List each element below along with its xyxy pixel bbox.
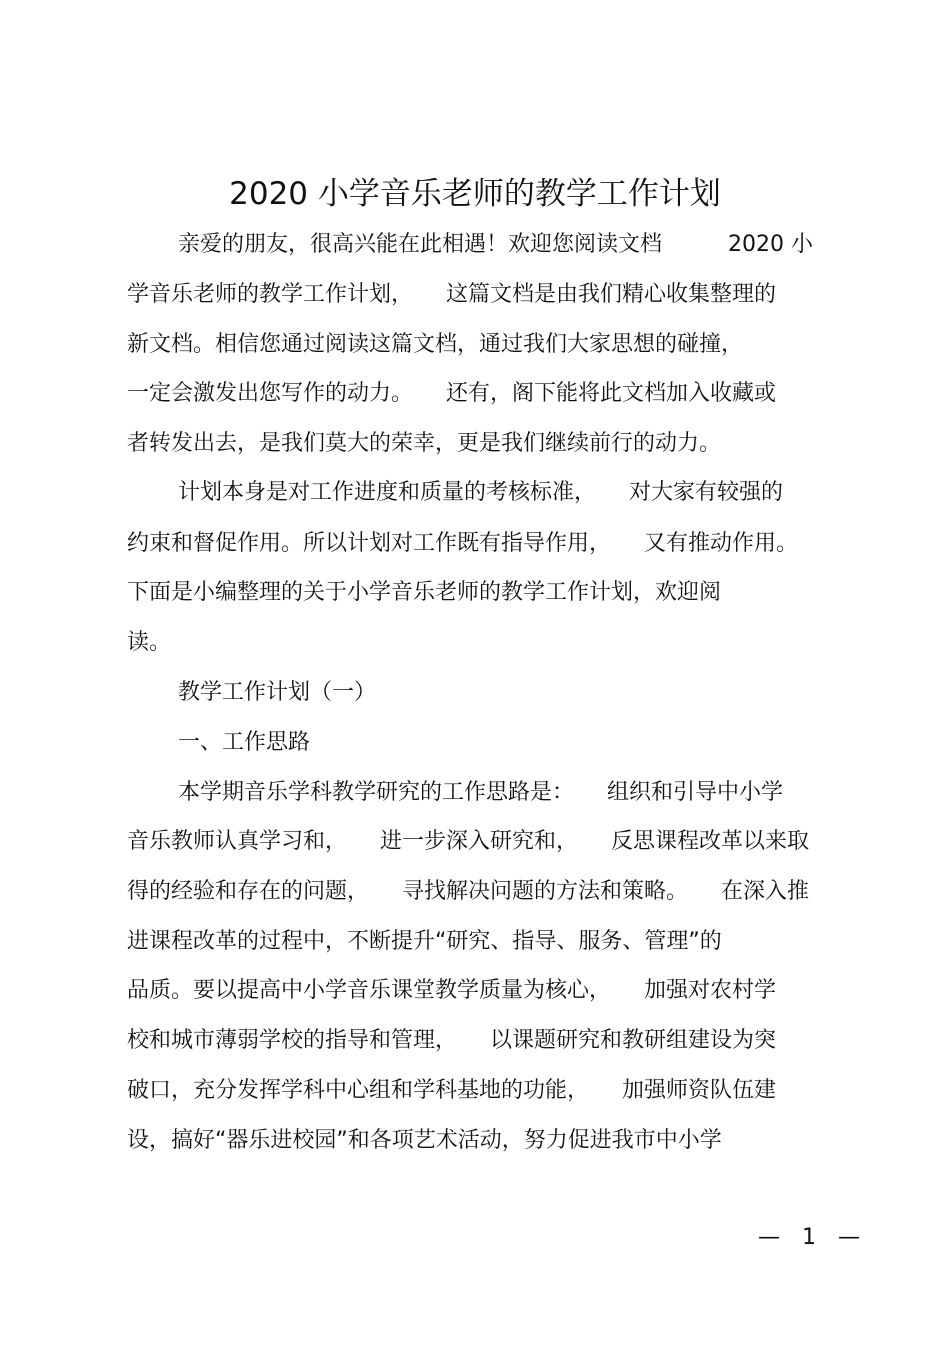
document-title: 2020 小学音乐老师的教学工作计划 (229, 176, 721, 212)
body-line: 学音乐老师的教学工作计划， 这篇文档是由我们精心收集整理的 (127, 282, 777, 307)
body-line: 破口，充分发挥学科中心组和学科基地的功能， 加强师资队伍建 (127, 1078, 777, 1103)
body-line: 设，搞好“器乐进校园”和各项艺术活动，努力促进我市中小学 (127, 1128, 722, 1153)
body-line: 读。 (127, 630, 172, 655)
body-line: 亲爱的朋友，很高兴能在此相遇！欢迎您阅读文档 2020 小 (178, 232, 813, 257)
body-line: 进课程改革的过程中，不断提升“研究、指导、服务、管理”的 (127, 929, 722, 954)
body-line: 本学期音乐学科教学研究的工作思路是： 组织和引导中小学 (178, 780, 784, 805)
body-line: 音乐教师认真学习和， 进一步深入研究和， 反思课程改革以来取 (127, 829, 810, 854)
body-line: 品质。要以提高中小学音乐课堂教学质量为核心， 加强对农村学 (127, 978, 777, 1003)
body-line: 得的经验和存在的问题， 寻找解决问题的方法和策略。 在深入推 (127, 879, 810, 904)
body-line: 下面是小编整理的关于小学音乐老师的教学工作计划，欢迎阅 (127, 580, 722, 605)
body-line: 者转发出去，是我们莫大的荣幸，更是我们继续前行的动力。 (127, 431, 722, 456)
page-number: — 1 — (758, 1225, 860, 1250)
body-line: 计划本身是对工作进度和质量的考核标准， 对大家有较强的 (178, 480, 784, 505)
section-heading: 教学工作计划（一） (178, 680, 377, 705)
body-line: 约束和督促作用。所以计划对工作既有指导作用， 又有推动作用。 (127, 531, 799, 556)
body-line: 一定会激发出您写作的动力。 还有，阁下能将此文档加入收藏或 (127, 381, 777, 406)
section-heading: 一、工作思路 (178, 730, 311, 755)
body-line: 新文档。相信您通过阅读这篇文档，通过我们大家思想的碰撞， (127, 332, 744, 357)
body-line: 校和城市薄弱学校的指导和管理， 以课题研究和教研组建设为突 (127, 1028, 777, 1053)
